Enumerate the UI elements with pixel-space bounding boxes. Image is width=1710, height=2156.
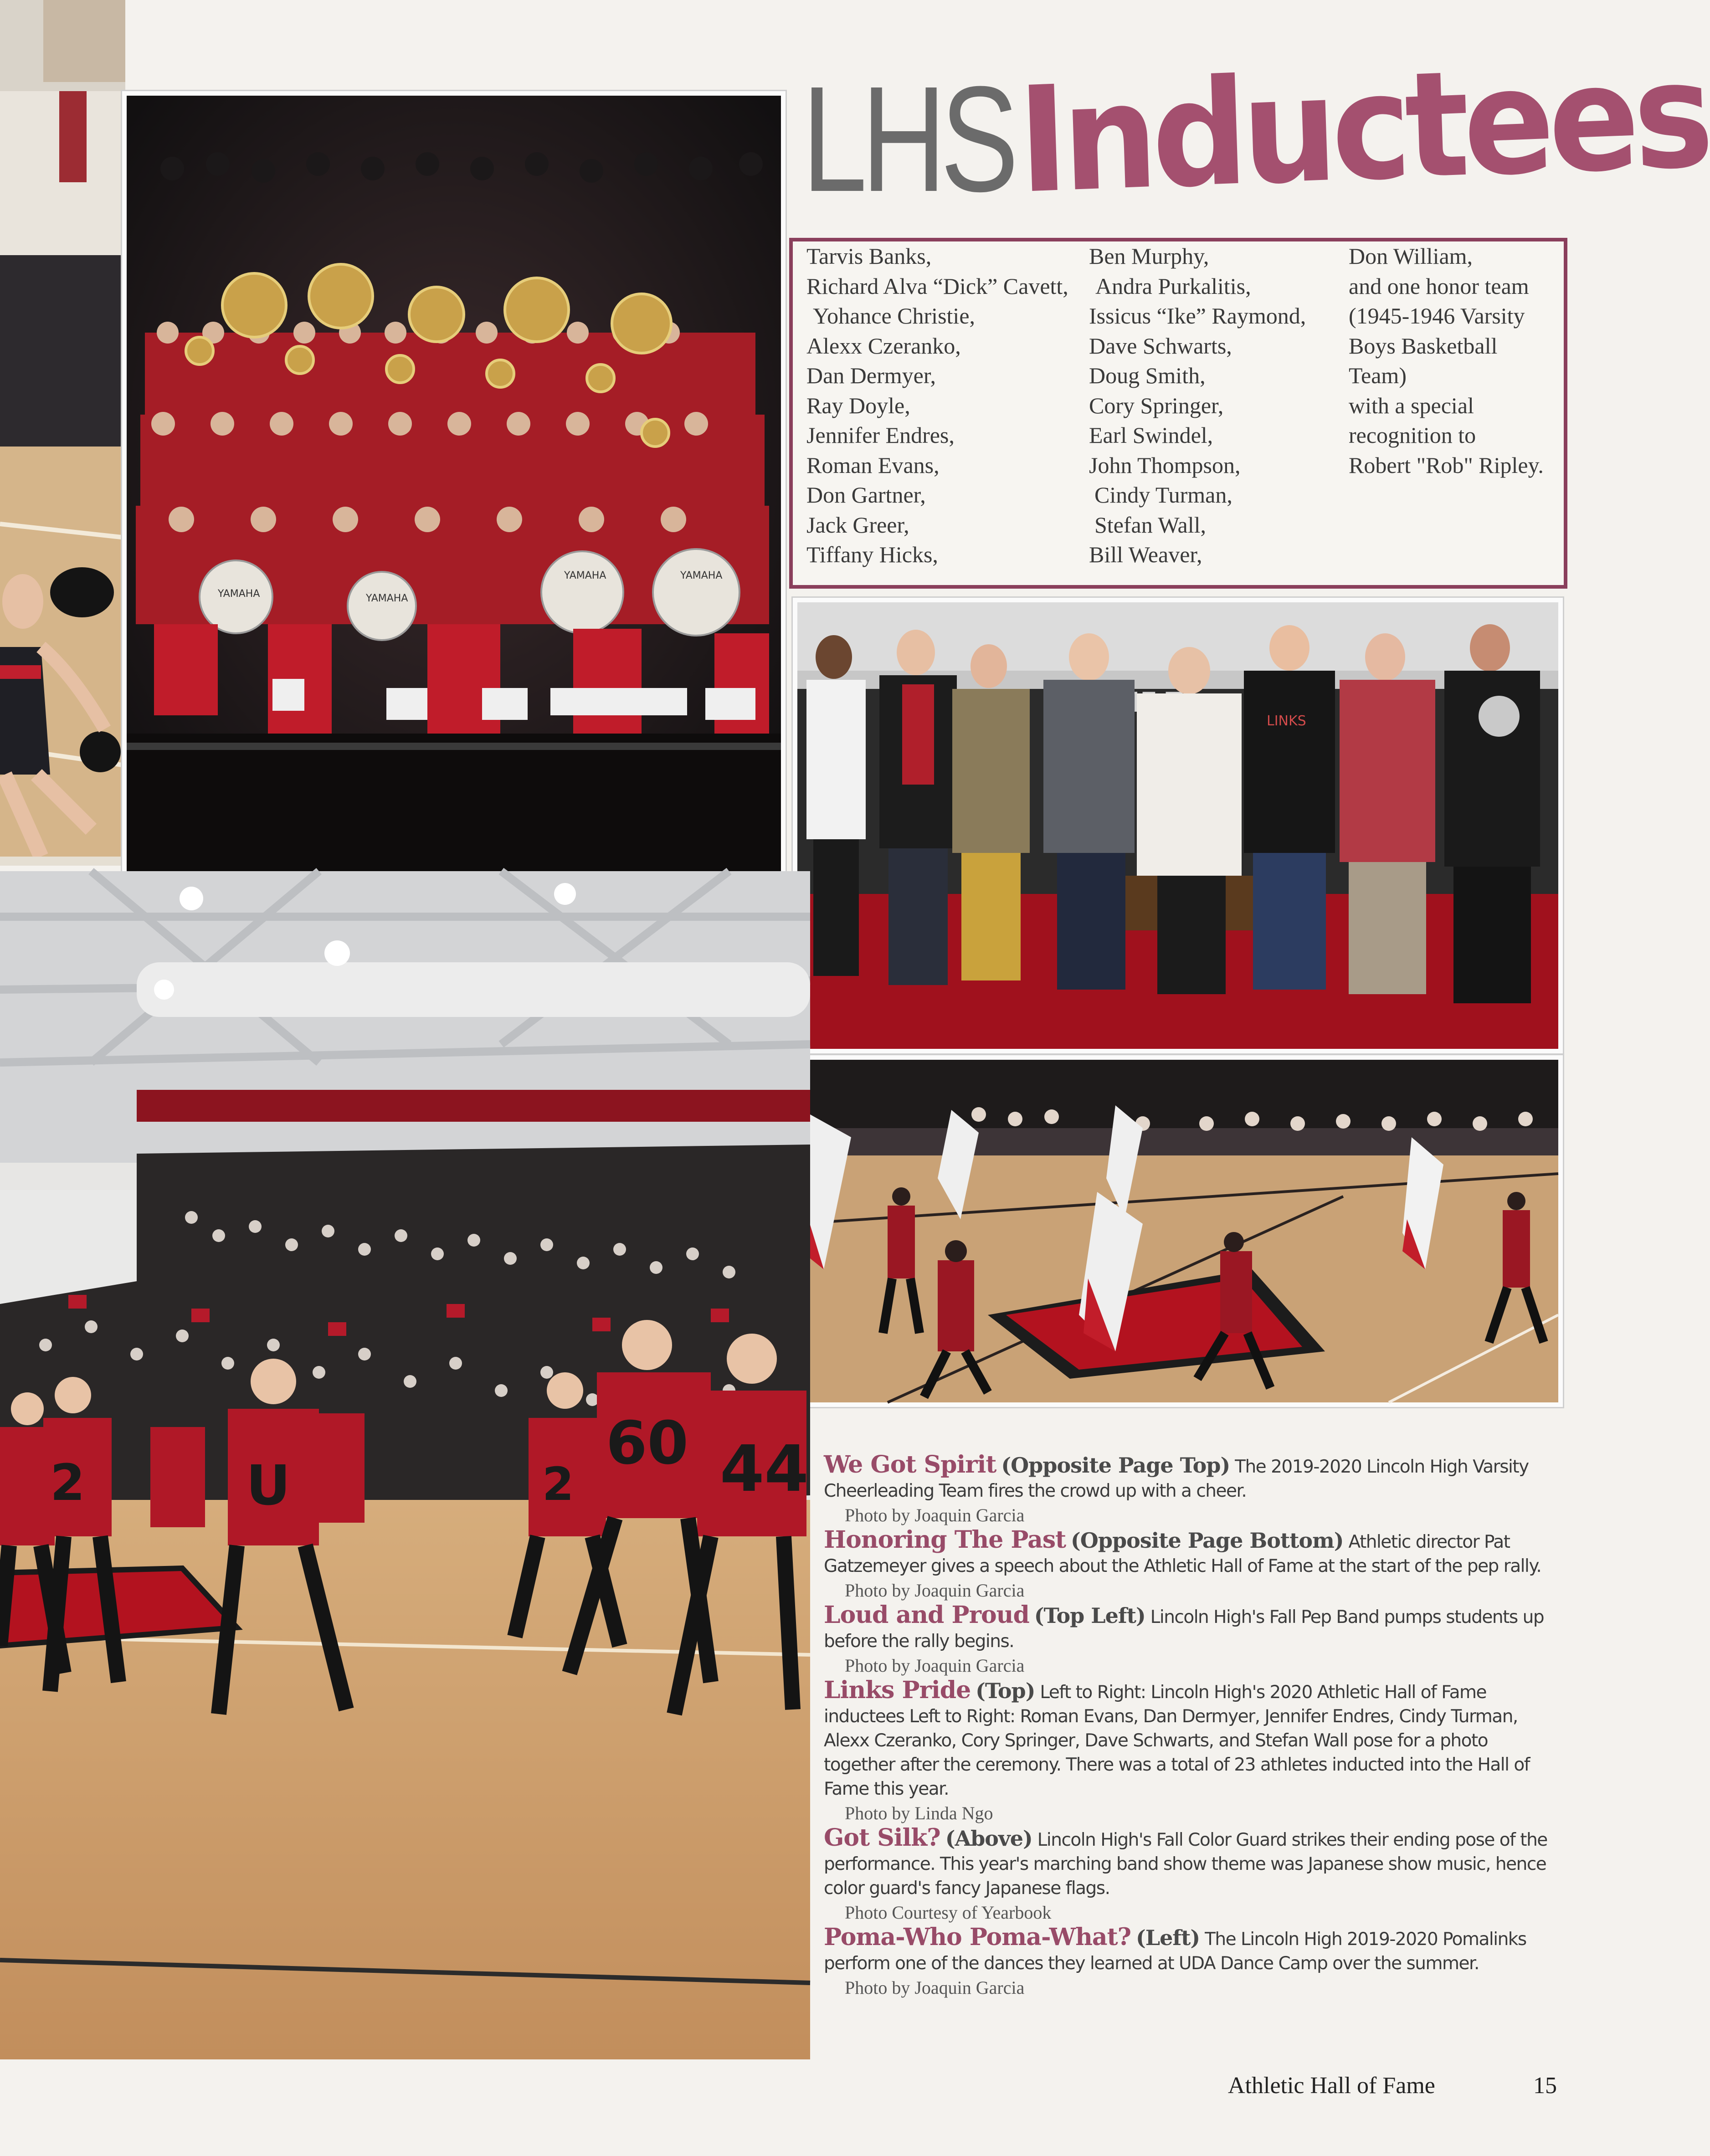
inductees-list-box — [789, 238, 1567, 589]
page-title — [802, 30, 1710, 232]
caption-loud-and-proud — [824, 1603, 1562, 1678]
inductee-name: Jennifer Endres, — [806, 422, 955, 448]
photo-pomalinks — [0, 871, 810, 2059]
captions-section — [824, 1453, 1562, 2000]
inductee-name: Tiffany Hicks, — [806, 542, 938, 567]
photo-color-guard — [792, 1055, 1563, 1407]
jersey-number-2b: 2 — [542, 1458, 574, 1511]
inductee-name: Don William, — [1349, 243, 1473, 269]
photo-inductees-group — [793, 598, 1563, 1053]
inductee-name: Dan Dermyer, — [806, 363, 936, 388]
inductee-name: Stefan Wall, — [1094, 512, 1206, 538]
caption-text: Lincoln High's Fall Color Guard strikes their ending pose of the performance. This year's marching band show theme was Japanese show music, hence color guard's fancy Japanese flags. — [824, 1830, 1547, 1899]
inductee-name: Cindy Turman, — [1094, 482, 1232, 508]
sweatshirt-text: LINKS — [1267, 713, 1306, 729]
jersey-number-60: 60 — [606, 1408, 688, 1478]
jersey-number-2: 2 — [50, 1453, 85, 1512]
inductee-note: (1945-1946 Varsity — [1349, 303, 1525, 329]
jersey-number-u: U — [246, 1454, 291, 1518]
inductee-name: Ben Murphy, — [1089, 243, 1209, 269]
banner-sign-text: ME — [1116, 687, 1157, 719]
photo-pep-band — [122, 91, 786, 884]
caption-heading: Poma-Who Poma-What? — [824, 1923, 1131, 1951]
caption-text: Left to Right: Lincoln High's 2020 Athletic Hall of Fame inductees Left to Right: Roman Evans, Dan Dermyer, Jennifer Endres, Cindy Turman, Alexx Czeranko, Cory Springer, Dave Schwarts, and Stefan Wall pose for a photo together after the ceremony. There was a total of 23 athletes inducted into the Hall of Fame this year. — [824, 1682, 1530, 1799]
caption-text: Athletic director Pat Gatzemeyer gives a speech about the Athletic Hall of Fame at the start of the pep rally. — [824, 1532, 1541, 1576]
inductee-name: Ray Doyle, — [806, 392, 910, 418]
caption-poma-who — [824, 1925, 1562, 2000]
caption-heading: Links Pride — [824, 1676, 971, 1704]
caption-heading: We Got Spirit — [824, 1451, 996, 1478]
inductee-name: Doug Smith, — [1089, 363, 1206, 388]
caption-location: (Opposite Page Top) — [1001, 1453, 1230, 1478]
photo-cheerleader-edge — [0, 0, 125, 857]
title-inductees: Inductees — [1015, 30, 1710, 226]
inductee-note: recognition to — [1349, 422, 1476, 448]
caption-location: (Top Left) — [1034, 1603, 1145, 1628]
caption-location: (Opposite Page Bottom) — [1071, 1528, 1344, 1553]
footer-section-title: Athletic Hall of Fame — [1228, 2073, 1435, 2099]
caption-heading: Loud and Proud — [824, 1601, 1029, 1629]
inductee-name: Andra Purkalitis, — [1095, 273, 1251, 299]
inductee-name: Tarvis Banks, — [806, 243, 932, 269]
photo-edge-crowd — [0, 857, 125, 866]
caption-we-got-spirit — [824, 1453, 1562, 1528]
inductee-name: Bill Weaver, — [1089, 542, 1202, 567]
inductee-name: Dave Schwarts, — [1089, 333, 1232, 359]
inductee-note: Robert "Rob" Ripley. — [1349, 452, 1544, 478]
drum-brand-3: YAMAHA — [564, 570, 606, 581]
caption-heading: Honoring The Past — [824, 1526, 1066, 1554]
photo-credit: Photo by Linda Ngo — [845, 1803, 993, 1823]
photo-credit: Photo by Joaquin Garcia — [845, 1505, 1025, 1525]
inductee-note: and one honor team — [1349, 273, 1529, 299]
inductees-column-2 — [1089, 241, 1306, 570]
drum-brand-2: YAMAHA — [366, 593, 408, 604]
photo-credit: Photo by Joaquin Garcia — [845, 1655, 1025, 1676]
jersey-number-44: 44 — [720, 1432, 809, 1506]
inductee-name: Don Gartner, — [806, 482, 926, 508]
inductee-name: Cory Springer, — [1089, 392, 1224, 418]
inductee-name: Roman Evans, — [806, 452, 940, 478]
inductees-column-3 — [1349, 241, 1544, 480]
inductee-name: Richard Alva “Dick” Cavett, — [806, 273, 1068, 299]
caption-honoring-the-past — [824, 1528, 1562, 1603]
inductees-column-1 — [806, 241, 1068, 570]
drum-brand-1: YAMAHA — [218, 588, 260, 600]
inductee-name: John Thompson, — [1089, 452, 1241, 478]
inductee-name: Yohance Christie, — [813, 303, 976, 329]
title-lhs: LHS — [802, 55, 1013, 223]
caption-text: Lincoln High's Fall Pep Band pumps students up before the rally begins. — [824, 1607, 1544, 1652]
drum-brand-4: YAMAHA — [680, 570, 723, 581]
inductee-name: Earl Swindel, — [1089, 422, 1213, 448]
caption-got-silk — [824, 1826, 1562, 1925]
caption-text: The 2019-2020 Lincoln High Varsity Cheerleading Team fires the crowd up with a cheer. — [824, 1457, 1529, 1501]
caption-location: (Left) — [1135, 1925, 1200, 1950]
photo-credit: Photo Courtesy of Yearbook — [845, 1902, 1052, 1923]
inductee-note: Team) — [1349, 363, 1407, 388]
inductee-note: Boys Basketball — [1349, 333, 1498, 359]
caption-heading: Got Silk? — [824, 1824, 940, 1852]
photo-credit: Photo by Joaquin Garcia — [845, 1977, 1025, 1998]
caption-location: (Above) — [945, 1826, 1032, 1851]
inductee-name: Issicus “Ike” Raymond, — [1089, 303, 1306, 329]
inductee-name: Jack Greer, — [806, 512, 909, 538]
photo-credit: Photo by Joaquin Garcia — [845, 1580, 1025, 1601]
inductee-note: with a special — [1349, 392, 1474, 418]
caption-location: (Top) — [976, 1679, 1035, 1703]
page-number: 15 — [1533, 2073, 1557, 2099]
caption-links-pride — [824, 1678, 1562, 1826]
caption-text: The Lincoln High 2019-2020 Pomalinks perform one of the dances they learned at UDA Dance Camp over the summer. — [824, 1929, 1526, 1974]
inductee-name: Alexx Czeranko, — [806, 333, 961, 359]
